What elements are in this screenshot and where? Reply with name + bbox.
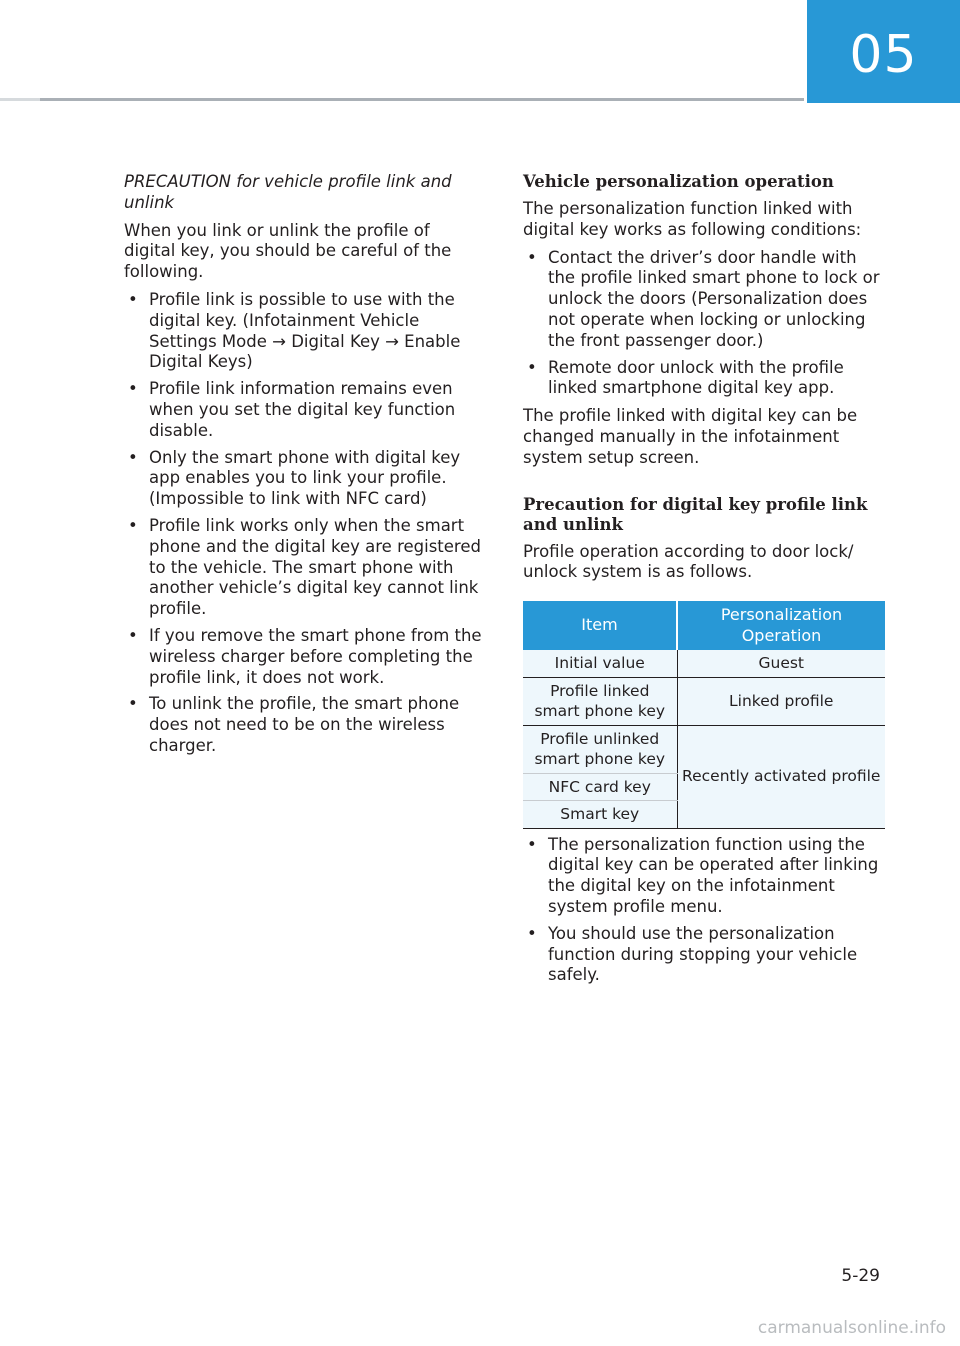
table-row — [523, 725, 885, 773]
left-column — [124, 172, 486, 764]
section-heading-precaution: Precaution for digital key profile link and unlink — [523, 494, 868, 534]
watermark: carmanualsonline.info — [757, 1318, 946, 1338]
list-item: • You should use the personalization function during stopping your vehicle safely. — [523, 924, 885, 986]
list-item: • Only the smart phone with digital key app enables you to link your profile. (Impossible to link with NFC card) — [124, 448, 486, 510]
list-item: • Contact the driver’s door handle with the profile linked smart phone to lock or unlock the doors (Personalization does not operate when locking or unlocking the front passenger door.) — [523, 248, 885, 352]
list-item: • Profile link information remains even when you set the digital key function disable. — [124, 379, 486, 441]
section-note: The profile linked with digital key can be changed manually in the infotainment system setup screen. — [523, 406, 858, 467]
table-row — [523, 650, 885, 677]
notes-list — [523, 835, 885, 987]
section-heading-personalization: Vehicle personalization operation — [523, 172, 834, 191]
list-item: • If you remove the smart phone from the wireless charger before completing the profile link, it does not work. — [124, 626, 486, 688]
table-cell-item: Smart key — [523, 801, 677, 829]
list-item: • Profile link works only when the smart phone and the digital key are registered to the vehicle. The smart phone with another vehicle’s digital key cannot link profile. — [124, 516, 486, 620]
table-cell-operation: Linked profile — [677, 677, 885, 725]
conditions-list — [523, 248, 885, 400]
list-item: • Profile link is possible to use with the digital key. (Infotainment Vehicle Settings Mode → Digital Key → Enable Digital Keys) — [124, 290, 486, 373]
table-header-row — [523, 601, 885, 650]
list-item: • Remote door unlock with the profile linked smartphone digital key app. — [523, 358, 885, 400]
right-column — [523, 172, 885, 993]
profile-operation-table — [523, 601, 885, 829]
list-item: • The personalization function using the digital key can be operated after linking the digital key on the infotainment system profile menu. — [523, 835, 885, 918]
table-header-item: Item — [523, 601, 677, 650]
page-number: 5-29 — [841, 1266, 880, 1286]
table-cell-item: Initial value — [523, 650, 677, 677]
section-intro: The personalization function linked with digital key works as following conditions: — [523, 199, 862, 239]
chapter-tab — [807, 0, 960, 103]
table-header-operation: Personalization Operation — [677, 601, 885, 650]
header-rule-accent — [0, 98, 40, 101]
table-cell-item: Profile unlinked smart phone key — [523, 725, 677, 773]
table-cell-item: Profile linked smart phone key — [523, 677, 677, 725]
table-row — [523, 677, 885, 725]
precaution-list — [124, 290, 486, 757]
chapter-number: 05 — [849, 24, 918, 85]
list-item: • To unlink the profile, the smart phone does not need to be on the wireless charger. — [124, 694, 486, 756]
precaution-intro: When you link or unlink the profile of digital key, you should be careful of the following. — [124, 220, 452, 282]
precaution-title: PRECAUTION for vehicle profile link and unlink — [124, 172, 452, 212]
table-cell-item: NFC card key — [523, 773, 677, 801]
table-cell-operation: Recently activated profile — [677, 725, 885, 828]
table-cell-operation: Guest — [677, 650, 885, 677]
header-rule — [0, 98, 804, 101]
section-intro: Profile operation according to door lock/ unlock system is as follows. — [523, 541, 854, 582]
